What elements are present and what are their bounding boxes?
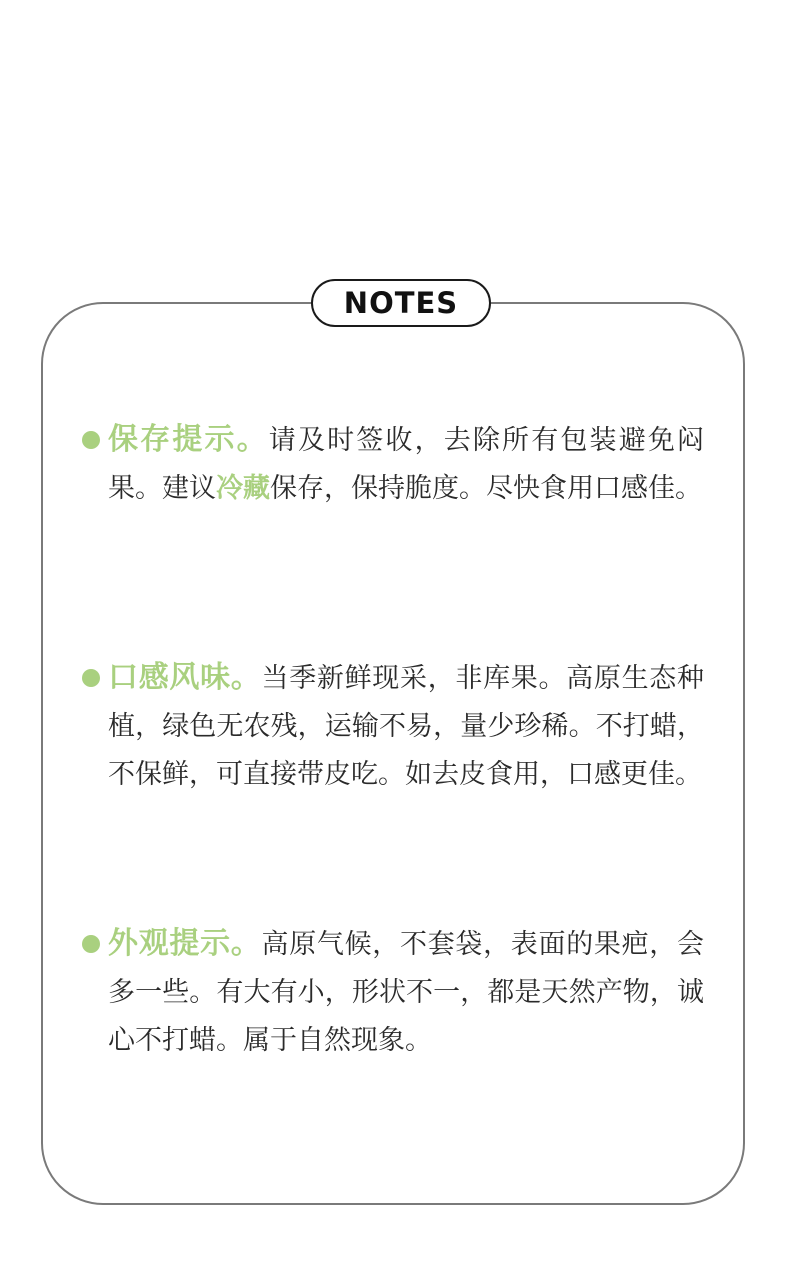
taste-flavor-heading: 口感风味。 (108, 660, 262, 695)
storage-tips-text-b: 保存，保持脆度。尽快食用口感佳。 (270, 473, 702, 504)
bullet-dot-icon (82, 431, 100, 449)
taste-flavor-text: 当季新鲜现采，非库果。高原生态种植，绿色无农残，运输不易，量少珍稀。不打蜡，不保鲜，可直接带皮吃。如去皮食用，口感更佳。 (108, 663, 704, 790)
appearance-tips-paragraph (80, 920, 704, 1065)
bullet-dot-icon (82, 935, 100, 953)
storage-tips-paragraph (80, 416, 704, 513)
storage-tips-heading: 保存提示。 (108, 422, 269, 457)
notes-title: NOTES (343, 286, 459, 320)
storage-tips-text-a: 请及时签收，去除所有包装避免闷果。建议 (108, 425, 705, 504)
notes-title-badge (311, 279, 491, 327)
taste-flavor-section (80, 654, 704, 799)
storage-tips-highlight: 冷藏 (216, 473, 270, 504)
appearance-tips-section (80, 920, 704, 1065)
storage-tips-section (80, 416, 704, 513)
appearance-tips-text: 高原气候，不套袋，表面的果疤，会多一些。有大有小，形状不一，都是天然产物，诚心不打蜡。属于自然现象。 (108, 929, 704, 1056)
bullet-dot-icon (82, 669, 100, 687)
appearance-tips-heading: 外观提示。 (108, 926, 262, 961)
taste-flavor-paragraph (80, 654, 704, 799)
